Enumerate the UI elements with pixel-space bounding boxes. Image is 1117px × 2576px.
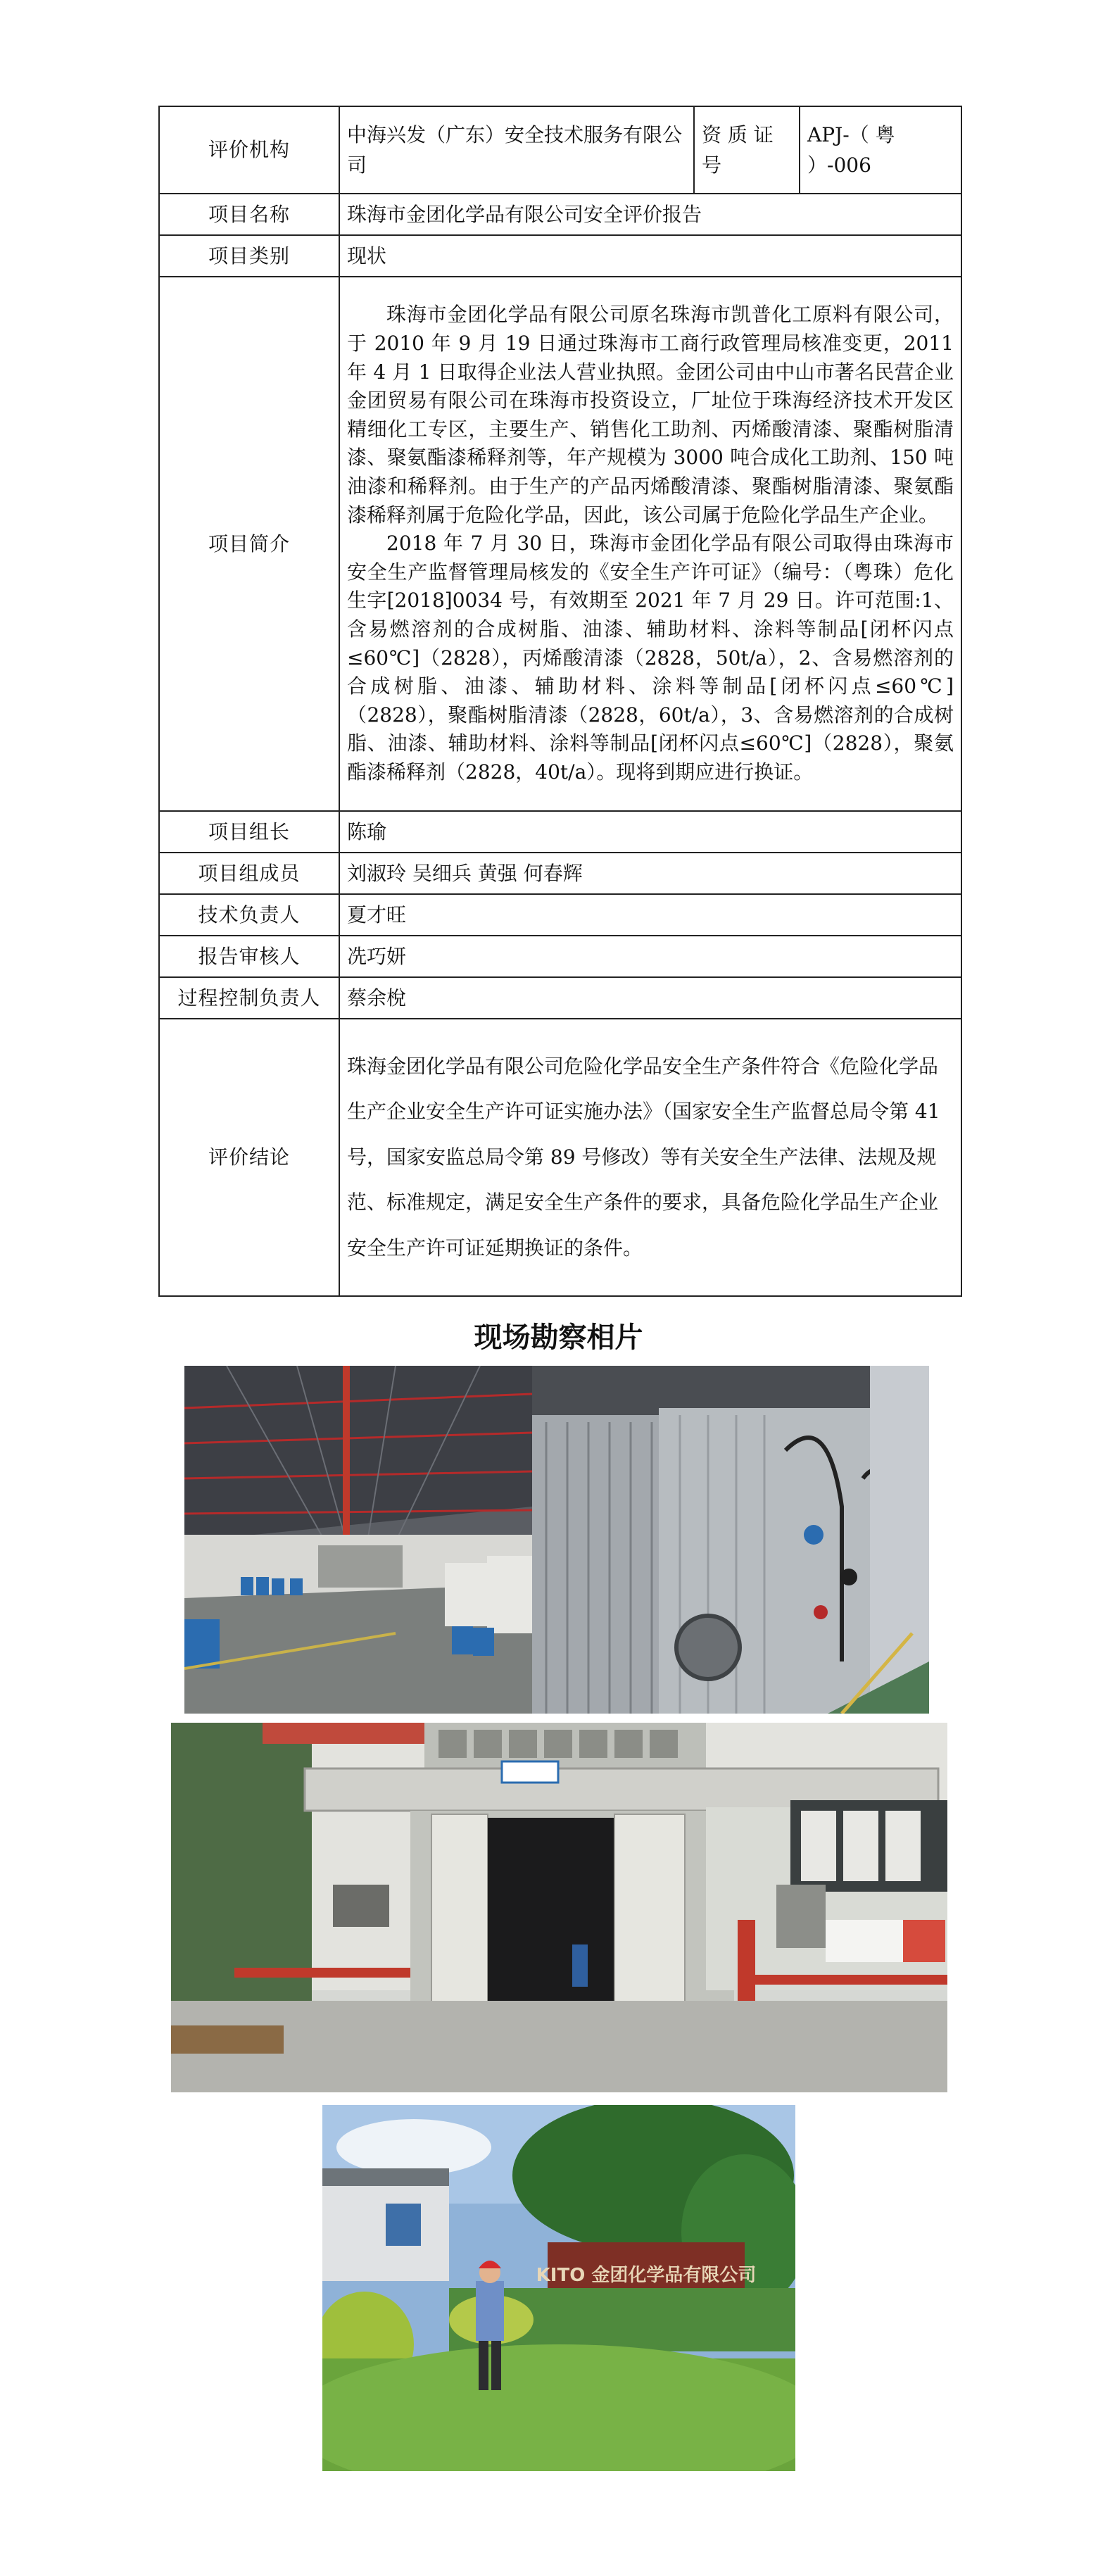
row-project-type [159,235,961,277]
reviewer-label: 报告审核人 [159,936,339,977]
intro-paragraph-2: 2018 年 7 月 30 日，珠海市金团化学品有限公司取得由珠海市安全生产监督管理局核发的《安全生产许可证》（编号：（粤珠）危化生字[2018]0034 号，有效期至 2021 年 7 月 29 日。许可范围:1、含易燃溶剂的合成树脂、油漆、辅助材料、涂料等制品[闭杯闪点≤60℃]（2828），丙烯酸清漆（2828，50t/a），2、含易燃溶剂的合成树脂、油漆、辅助材料、涂料等制品[闭杯闪点≤60℃]（2828），聚酯树脂清漆（2828，60t/a），3、含易燃溶剂的合成树脂、油漆、辅助材料、涂料等制品[闭杯闪点≤60℃]（2828），聚氨酯漆稀释剂（2828，40t/a）。现将到期应进行换证。 [347,532,954,784]
row-reviewer [159,936,961,977]
row-conclusion [159,1019,961,1296]
tech-value: 夏才旺 [339,894,961,936]
photos-title: 现场勘察相片 [474,1321,643,1354]
project-name-value: 珠海市金团化学品有限公司安全评价报告 [339,194,961,235]
row-process [159,977,961,1019]
row-project-name [159,194,961,235]
org-value: 中海兴发（广东）安全技术服务有限公司 [339,106,694,194]
cert-value: APJ-（ 粤 ）-006 [800,106,961,194]
conclusion-label: 评价结论 [159,1019,339,1296]
row-tech [159,894,961,936]
row-intro [159,277,961,811]
row-members [159,853,961,894]
project-name-label: 项目名称 [159,194,339,235]
photo-equipment [532,1366,929,1714]
members-value: 刘淑玲 吴细兵 黄强 何春辉 [339,853,961,894]
row-leader [159,811,961,853]
company-sign-text: KITO 金团化学品有限公司 [536,2265,757,2286]
leader-value: 陈瑜 [339,811,961,853]
process-label: 过程控制负责人 [159,977,339,1019]
project-type-value: 现状 [339,235,961,277]
intro-paragraph-1: 珠海市金团化学品有限公司原名珠海市凯普化工原料有限公司，于 2010 年 9 月 19 日通过珠海市工商行政管理局核准变更，2011 年 4 月 1 日取得企业法人营业执照。金团公司由中山市著名民营企业金团贸易有限公司在珠海市投资设立，厂址位于珠海经济技术开发区精细化工专区，主要生产、销售化工助剂、丙烯酸清漆、聚酯树脂清漆、聚氨酯漆稀释剂等，年产规模为 3000 吨合成化工助剂、150 吨油漆和稀释剂。由于生产的产品丙烯酸清漆、聚酯树脂清漆、聚氨酯漆稀释剂属于危险化学品，因此，该公司属于危险化学品生产企业。 [347,303,954,527]
tech-label: 技术负责人 [159,894,339,936]
evaluation-info-table [158,106,962,1297]
process-value: 蔡余梲 [339,977,961,1019]
intro-value [339,277,961,811]
project-type-label: 项目类别 [159,235,339,277]
cert-label: 资 质 证 号 [694,106,800,194]
photo-building-exterior [171,1723,947,2092]
photo-company-sign [322,2105,795,2471]
org-label: 评价机构 [159,106,339,194]
leader-label: 项目组长 [159,811,339,853]
intro-label: 项目简介 [159,277,339,811]
photo-warehouse-interior [184,1366,532,1714]
conclusion-value: 珠海金团化学品有限公司危险化学品安全生产条件符合《危险化学品生产企业安全生产许可证实施办法》（国家安全生产监督总局令第 41 号，国家安监总局令第 89 号修改）等有关安全生产法律、法规及规范、标准规定，满足安全生产条件的要求，具备危险化学品生产企业安全生产许可证延期换证的条件。 [339,1019,961,1296]
reviewer-value: 冼巧妍 [339,936,961,977]
members-label: 项目组成员 [159,853,339,894]
row-org [159,106,961,194]
